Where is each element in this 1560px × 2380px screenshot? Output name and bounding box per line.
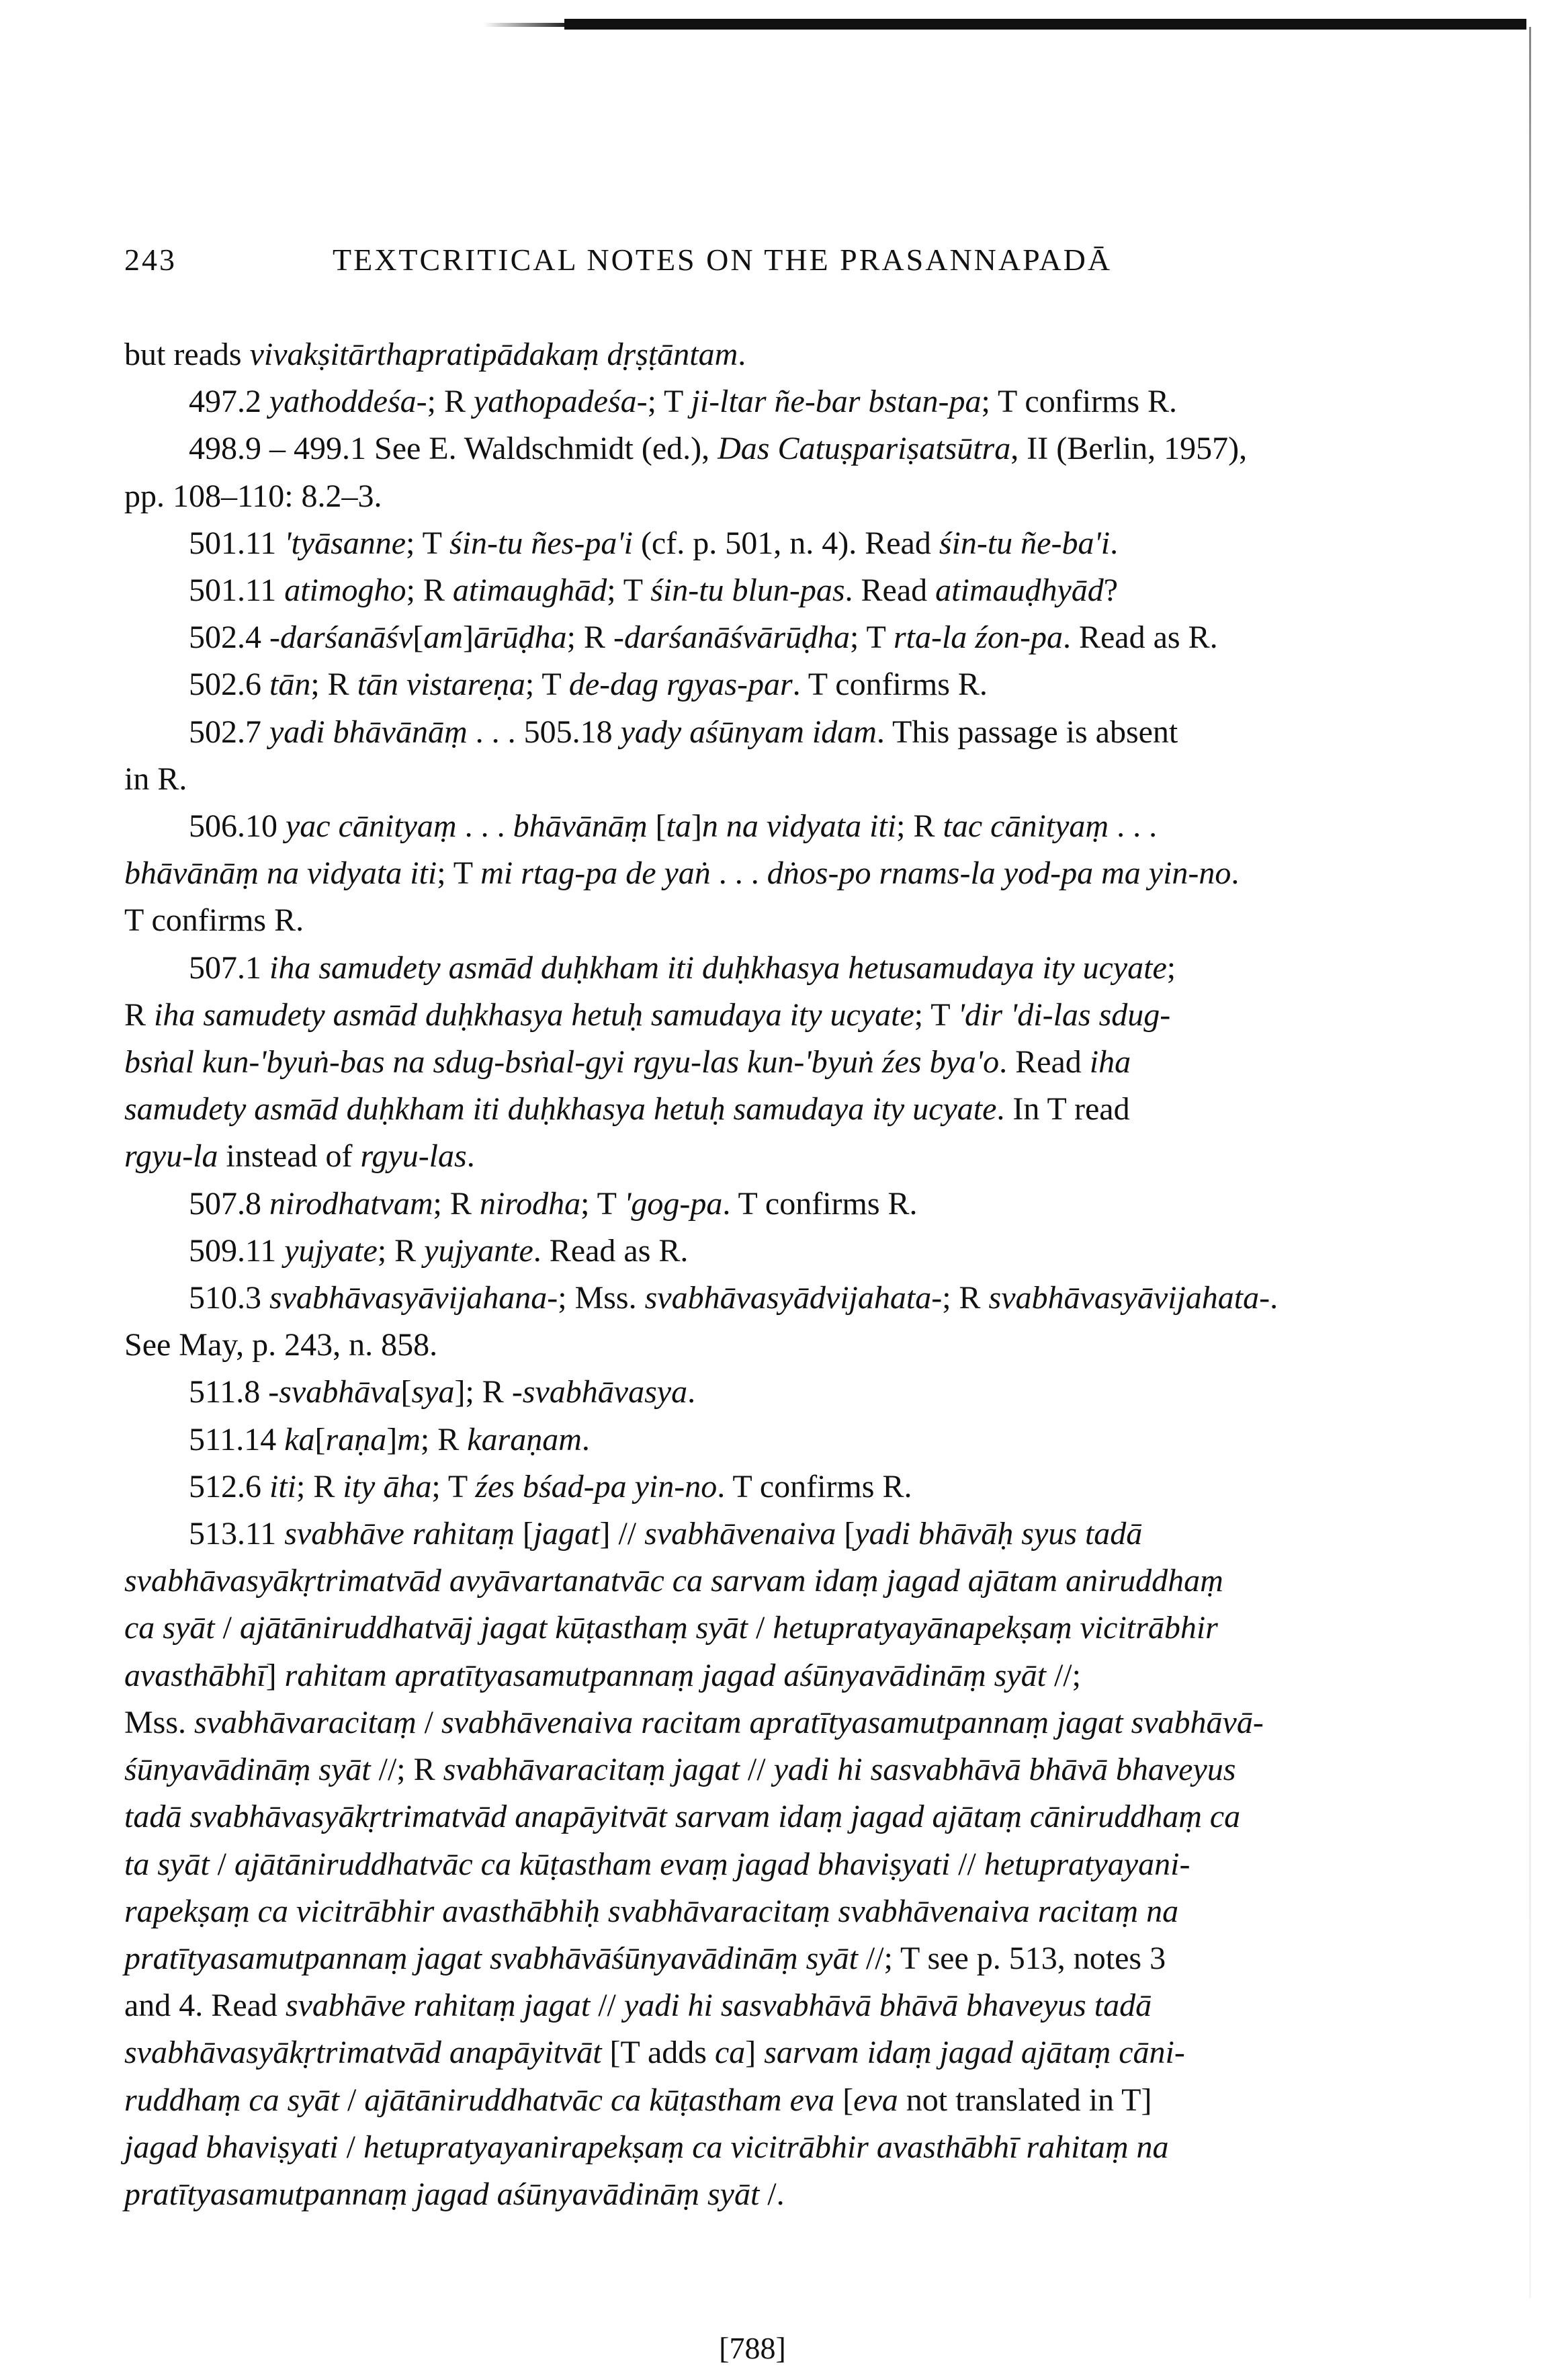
roman-text: . [687,1374,696,1410]
note-line [124,614,1448,661]
roman-text: . Read as R. [1062,620,1218,656]
italic-text: yac cānityaṃ [286,808,457,845]
note-line [124,1793,1448,1840]
italic-text: iti [269,1468,297,1504]
roman-text: . . . 505.18 [467,714,621,750]
note-line [124,1699,1448,1746]
roman-text: ] // [599,1516,645,1552]
italic-text: ajātāniruddhatvāc ca kūṭastham eva [364,2082,835,2118]
italic-text: yadi bhāvāḥ syus tadā [855,1516,1143,1552]
roman-text: 512.6 [189,1468,269,1504]
italic-text: tac cānityaṃ [943,808,1109,845]
italic-text: pratītyasamutpannaṃ jagat svabhāvāśūnyavādināṃ syāt [124,1940,858,1976]
italic-text: jagat [533,1516,600,1552]
roman-text: . [1270,1280,1279,1316]
running-head [124,242,1468,278]
italic-text: yathopadeśa- [473,384,648,420]
note-line [124,331,1448,378]
italic-text: hetupratyayani- [984,1846,1190,1882]
italic-text: yadi bhāvānāṃ [269,714,468,750]
roman-text: . . . [456,808,513,845]
roman-text: . Read as R. [533,1232,689,1269]
roman-text: [ [836,1516,855,1552]
italic-text: sya [411,1374,455,1410]
roman-text: / [416,1704,441,1740]
italic-text: yathoddeśa- [269,384,427,420]
italic-text: iha samudety asmād duḥkham iti duḥkhasya hetusamudaya ity ucyate [269,949,1167,986]
note-line [124,2124,1448,2171]
roman-text: 501.11 [189,572,285,609]
roman-text: . [738,337,746,372]
roman-text: ; [1166,949,1176,986]
italic-text: raṇa [325,1421,387,1457]
italic-text: svabhāve rahitaṃ [284,1516,515,1552]
roman-text: Mss. [124,1704,195,1740]
roman-text: ; T [914,996,958,1033]
italic-text: svabhāvenaiva racitam apratītyasamutpannaṃ jagat svabhāvā- [441,1704,1264,1740]
italic-text: tān vistareṇa [357,667,525,703]
italic-text: svabhāvasyākṛtrimatvād avyāvartanatvāc ca sarvam idaṃ jagad ajātam aniruddhaṃ [124,1563,1223,1599]
italic-text: karaṇam [467,1421,582,1457]
italic-text: rta-la źon-pa [893,620,1063,656]
italic-text: hetupratyayānapekṣaṃ vicitrābhir [773,1610,1218,1646]
roman-text: ] [691,808,702,845]
roman-text: 511.14 [189,1421,285,1457]
roman-text: ] [745,2035,765,2071]
italic-text: samudety asmād duḥkham iti duḥkhasya hetuḥ samudaya ity ucyate [124,1091,997,1128]
top-rule-fade [484,23,571,27]
italic-text: -darśanāśvārūḍha [613,620,851,656]
italic-text: ta syāt [124,1846,210,1882]
note-line [124,1652,1448,1699]
italic-text: ca [714,2035,746,2071]
note-line [124,1746,1448,1793]
italic-text: ca syāt [124,1610,215,1646]
notes-text [124,331,1448,2218]
italic-text: rahitam apratītyasamutpannaṃ jagad aśūnyavādināṃ syāt [284,1657,1046,1693]
note-line [124,945,1448,992]
roman-text: [ [413,620,424,656]
roman-text: . . . [710,855,767,892]
italic-text: ruddhaṃ ca syāt [124,2082,339,2118]
italic-text: rgyu-la [124,1138,218,1175]
roman-text: / [339,2082,365,2118]
note-line [124,1841,1448,1888]
roman-text: ; T [437,855,481,892]
italic-text: svabhāvaracitaṃ [194,1704,417,1740]
italic-text: bhāvānāṃ na vidyata iti [124,855,437,892]
italic-text: śūnyavādināṃ syāt [124,1752,371,1788]
roman-text: 507.1 [189,949,269,986]
roman-text: ; R [896,808,943,845]
italic-text: eva [853,2082,898,2118]
italic-text: 'tyāsanne [284,525,406,561]
italic-text: ārūḍha [473,620,567,656]
italic-text: yujyante [424,1232,533,1269]
page-number: 243 [124,243,177,277]
roman-text: [ [647,808,666,845]
italic-text: svabhāvaracitaṃ jagat [443,1752,740,1788]
italic-text: Das Catuṣpariṣatsūtra [718,431,1011,467]
italic-text: bsṅal kun-'byuṅ-bas na sdug-bsṅal-gyi rgyu-las kun-'byuṅ źes bya'o [124,1044,1000,1080]
note-line [124,1086,1448,1133]
note-line [124,661,1448,708]
italic-text: ka [284,1421,315,1457]
roman-text: ] [265,1657,285,1693]
roman-text: // [950,1846,984,1882]
italic-text: svabhāvasyākṛtrimatvād anapāyitvāt [124,2035,602,2071]
roman-text: ; R [420,1421,468,1457]
note-line [124,1416,1448,1463]
roman-text: ; T [850,620,894,656]
page-footer-marker: [788] [719,2331,786,2365]
roman-text: R [124,996,155,1033]
roman-text: 513.11 [189,1516,285,1552]
note-line [124,1369,1448,1416]
italic-text: tadā svabhāvasyākṛtrimatvād anapāyitvāt sarvam idaṃ jagad ajātaṃ cāniruddhaṃ ca [124,1799,1241,1835]
italic-text: hetupratyayanirapekṣaṃ ca vicitrābhir avasthābhī rahitaṃ na [363,2129,1169,2165]
note-line [124,756,1448,803]
italic-text: pratītyasamutpannaṃ jagad aśūnyavādināṃ syāt [124,2176,760,2212]
note-line [124,1228,1448,1275]
note-line [124,378,1448,425]
note-line [124,1133,1448,1180]
roman-text: 507.8 [189,1185,269,1222]
roman-text: . In T read [996,1091,1130,1128]
roman-text: 506.10 [189,808,286,845]
roman-text: ; R [377,1232,425,1269]
roman-text: . T confirms R. [792,667,988,703]
running-title: TEXTCRITICAL NOTES ON THE PRASANNAPADĀ [333,243,1113,277]
roman-text: . This passage is absent [876,714,1178,750]
roman-text: T confirms R. [124,902,304,939]
note-line [124,2171,1448,2218]
top-rule [564,19,1526,30]
roman-text: . Read [844,572,936,609]
italic-text: iha samudety asmād duḥkhasya hetuḥ samudaya ity ucyate [154,996,914,1033]
roman-text: / [747,1610,773,1646]
italic-text: rapekṣaṃ ca vicitrābhir avasthābhiḥ svabhāvaracitaṃ svabhāvenaiva racitaṃ na [124,1893,1179,1929]
note-line [124,1463,1448,1511]
italic-text: svabhāvasyāvijahana- [269,1280,558,1316]
note-line [124,1511,1448,1558]
italic-text: nirodhatvam [269,1185,433,1222]
roman-text: / [338,2129,363,2165]
roman-text: ; T [580,1185,625,1222]
italic-text: dṅos-po rnams-la yod-pa ma yin-no [767,855,1231,892]
roman-text: ; R [566,620,614,656]
italic-text: śin-tu blun-pas [650,572,845,609]
italic-text: ta [666,808,691,845]
roman-text: / [209,1846,234,1882]
roman-text: See May, p. 243, n. 858. [124,1327,438,1363]
roman-text: [ [400,1374,412,1410]
italic-text: yujyate [284,1232,378,1269]
roman-text: ; R [406,572,453,609]
roman-text: instead of [218,1138,361,1175]
roman-text: ]; R [454,1374,512,1410]
roman-text: 501.11 [189,525,285,561]
italic-text: svabhāvasyāvijahata- [988,1280,1270,1316]
roman-text: ; R [433,1185,480,1222]
note-line [124,1888,1448,1935]
roman-text: not translated in T] [898,2082,1152,2118]
roman-text: 509.11 [189,1232,285,1269]
roman-text: , II (Berlin, 1957), [1010,431,1248,467]
roman-text: 502.7 [189,714,269,750]
italic-text: yadi hi sasvabhāvā bhāvā bhaveyus tadā [623,1988,1152,2024]
note-line [124,425,1448,472]
roman-text: ] [386,1421,398,1457]
note-line [124,567,1448,614]
roman-text: . Read [999,1044,1090,1080]
roman-text: . [1110,525,1119,561]
note-line [124,473,1448,520]
note-line [124,1982,1448,2029]
italic-text: nirodha [479,1185,581,1222]
italic-text: tān [269,667,311,703]
roman-text: ; R [296,1468,343,1504]
roman-text: in R. [124,761,187,797]
roman-text: //; R [370,1752,443,1788]
note-line [124,709,1448,756]
italic-text: svabhāvenaiva [644,1516,836,1552]
italic-text: avasthābhī [124,1657,266,1693]
note-line [124,1275,1448,1322]
italic-text: svabhāve rahitaṃ jagat [285,1988,591,2024]
note-line [124,850,1448,897]
italic-text: ity āha [343,1468,432,1504]
roman-text: //; [1045,1657,1081,1693]
italic-text: ajātāniruddhatvāj jagat kūṭasthaṃ syāt [239,1610,748,1646]
italic-text: yadi hi sasvabhāvā bhāvā bhaveyus [773,1752,1236,1788]
roman-text: [T adds [601,2035,715,2071]
roman-text: . [466,1138,475,1175]
italic-text: śin-tu ñes-pa'i [449,525,633,561]
note-line [124,520,1448,567]
italic-text: ji-ltar ñe-bar bstan-pa [691,384,982,420]
roman-text: pp. 108–110: 8.2–3. [124,478,382,514]
roman-text: ; T [607,572,651,609]
roman-text: 510.3 [189,1280,269,1316]
roman-text: ; T [647,384,691,420]
italic-text: śin-tu ñe-ba'i [939,525,1111,561]
italic-text: atimogho [284,572,406,609]
roman-text: ; Mss. [558,1280,645,1316]
roman-text: ; R [942,1280,989,1316]
roman-text: // [590,1988,624,2024]
italic-text: 'gog-pa [624,1185,723,1222]
roman-text: [ [314,1421,326,1457]
note-line [124,1935,1448,1982]
roman-text: . T confirms R. [717,1468,912,1504]
roman-text: and 4. Read [124,1988,286,2024]
italic-text: sarvam idaṃ jagad ajātaṃ cāni- [764,2035,1185,2071]
italic-text: 'dir 'di-las sdug- [957,996,1171,1033]
roman-text: [ [514,1516,533,1552]
page-edge-shadow [1529,27,1531,2298]
note-line [124,1039,1448,1086]
italic-text: jagad bhaviṣyati [124,2129,339,2165]
roman-text: 511.8 [189,1374,269,1410]
roman-text: ; R [427,384,474,420]
italic-text: vivakṣitārthapratipādakaṃ dṛṣṭāntam [249,337,738,372]
italic-text: -darśanāśv [269,620,413,656]
roman-text: (cf. p. 501, n. 4). Read [632,525,939,561]
roman-text: ; T confirms R. [981,384,1178,420]
note-line [124,1181,1448,1228]
roman-text: . [581,1421,590,1457]
roman-text: 502.6 [189,667,269,703]
roman-text: ; R [310,667,357,703]
roman-text: ; T [406,525,450,561]
roman-text: ; T [431,1468,476,1504]
italic-text: -svabhāvasya [511,1374,688,1410]
roman-text: . T confirms R. [722,1185,918,1222]
italic-text: de-dag rgyas-par [568,667,793,703]
roman-text: ? [1103,572,1119,609]
italic-text: svabhāvasyādvijahata- [644,1280,943,1316]
note-line [124,1322,1448,1369]
italic-text: m [397,1421,421,1457]
italic-text: atimauḍhyād [935,572,1104,609]
roman-text: ; T [525,667,569,703]
italic-text: yady aśūnyam idam [620,714,877,750]
roman-text: . . . [1109,808,1158,845]
roman-text: 498.9 – 499.1 See E. Waldschmidt (ed.), [189,431,718,467]
italic-text: n na vidyata iti [701,808,897,845]
note-line [124,1605,1448,1652]
italic-text: rgyu-las [360,1138,467,1175]
roman-text: 497.2 [189,384,269,420]
roman-text: [ [834,2082,854,2118]
note-line [124,992,1448,1039]
italic-text: am [423,620,463,656]
roman-text: / [214,1610,240,1646]
roman-text: . [1231,855,1240,892]
roman-text: ] [462,620,474,656]
note-line [124,803,1448,850]
roman-text: 502.4 [189,620,269,656]
note-line [124,2077,1448,2124]
roman-text: //; T see p. 513, notes 3 [857,1940,1166,1976]
note-line [124,1558,1448,1605]
note-line [124,2029,1448,2076]
italic-text: źes bśad-pa yin-no [475,1468,718,1504]
italic-text: bhāvānāṃ [513,808,648,845]
note-line [124,897,1448,944]
italic-text: iha [1089,1044,1131,1080]
italic-text: mi rtag-pa de yaṅ [480,855,711,892]
italic-text: atimaughād [452,572,607,609]
roman-text: but reads [124,337,250,372]
italic-text: -svabhāva [268,1374,401,1410]
italic-text: ajātāniruddhatvāc ca kūṭastham evaṃ jagad bhaviṣyati [234,1846,951,1882]
roman-text: // [739,1752,774,1788]
roman-text: /. [759,2176,785,2212]
